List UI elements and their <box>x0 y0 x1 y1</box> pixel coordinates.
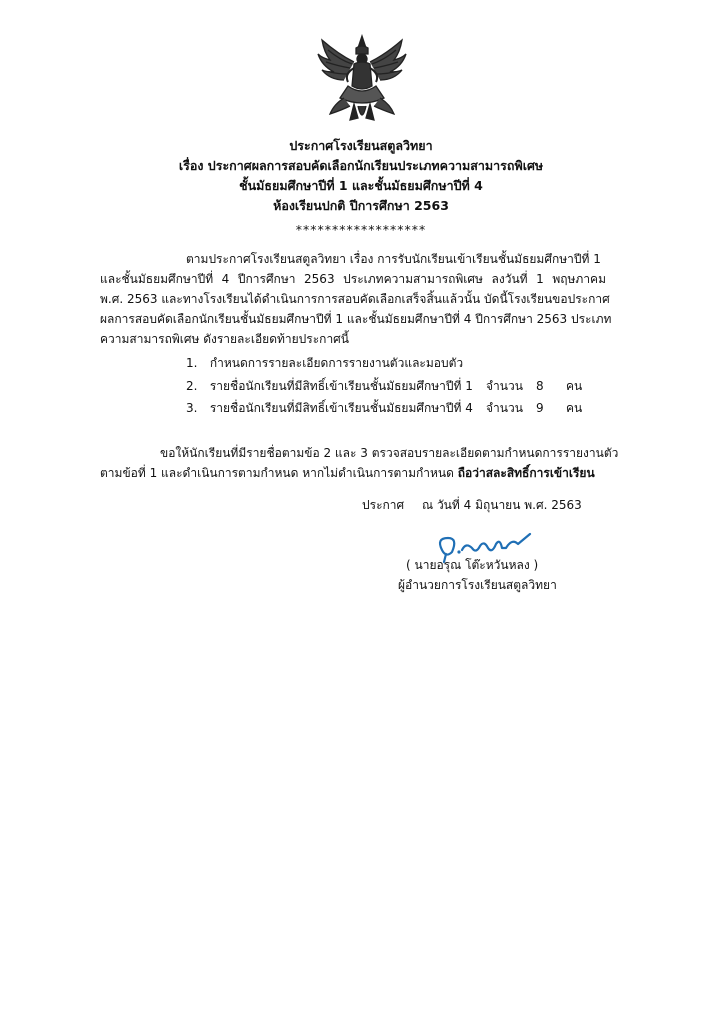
paragraph-line: ความสามารถพิเศษ ดังรายละเอียดท้ายประกาศนี้ <box>100 332 349 346</box>
list-item <box>186 377 473 395</box>
list-unit: คน <box>566 379 583 393</box>
separator-stars: ****************** <box>295 222 427 237</box>
list-count: 8 <box>536 379 544 393</box>
paragraph-line: ขอให้นักเรียนที่มีรายชื่อตามข้อ 2 และ 3 ตรวจสอบรายละเอียดตามกำหนดการรายงานตัว <box>160 446 619 460</box>
announcement-year: ห้องเรียนปกติ ปีการศึกษา 2563 <box>273 198 449 213</box>
paragraph-line <box>100 464 595 482</box>
signatory-position: ผู้อำนวยการโรงเรียนสตูลวิทยา <box>398 578 557 592</box>
list-text: รายชื่อนักเรียนที่มีสิทธิ์เข้าเรียนชั้นมัธยมศึกษาปีที่ 1 <box>209 379 473 393</box>
list-count-label: จำนวน <box>486 401 523 415</box>
list-count-label: จำนวน <box>486 379 523 393</box>
paragraph-line: พ.ศ. 2563 และทางโรงเรียนได้ดำเนินการการสอบคัดเลือกเสร็จสิ้นแล้วนั้น บัดนี้โรงเรียนขอประกาศ <box>100 292 610 306</box>
list-text: กำหนดการรายละเอียดการรายงานตัวและมอบตัว <box>209 356 464 370</box>
list-number: 3. <box>186 401 198 415</box>
signatory-name: ( นายอรุณ โต๊ะหวันหลง ) <box>406 558 539 572</box>
forfeit-warning: ถือว่าสละสิทธิ์การเข้าเรียน <box>457 466 595 480</box>
paragraph-line: และชั้นมัธยมศึกษาปีที่ 4 ปีการศึกษา 2563 ประเภทความสามารถพิเศษ ลงวันที่ 1 พฤษภาคม <box>100 272 606 286</box>
paragraph-text: ตามข้อที่ 1 และดำเนินการตามกำหนด หากไม่ดำเนินการตามกำหนด <box>100 466 454 480</box>
list-text: รายชื่อนักเรียนที่มีสิทธิ์เข้าเรียนชั้นมัธยมศึกษาปีที่ 4 <box>209 401 473 415</box>
list-item <box>186 399 473 417</box>
announcement-title: ประกาศโรงเรียนสตูลวิทยา <box>289 138 433 153</box>
list-number: 2. <box>186 379 198 393</box>
list-count: 9 <box>536 401 544 415</box>
announce-label: ประกาศ <box>362 498 405 512</box>
announcement-grades: ชั้นมัธยมศึกษาปีที่ 1 และชั้นมัธยมศึกษาปีที่ 4 <box>239 178 483 193</box>
list-number: 1. <box>186 356 198 370</box>
announce-date: ณ วันที่ 4 มิถุนายน พ.ศ. 2563 <box>422 498 582 512</box>
paragraph-line: ตามประกาศโรงเรียนสตูลวิทยา เรื่อง การรับนักเรียนเข้าเรียนชั้นมัธยมศึกษาปีที่ 1 <box>186 252 601 266</box>
garuda-emblem-icon <box>314 34 410 126</box>
paragraph-line: ผลการสอบคัดเลือกนักเรียนชั้นมัธยมศึกษาปีที่ 1 และชั้นมัธยมศึกษาปีที่ 4 ปีการศึกษา 2563 ประเภท <box>100 312 612 326</box>
list-item <box>186 354 463 372</box>
announcement-subject: เรื่อง ประกาศผลการสอบคัดเลือกนักเรียนประเภทความสามารถพิเศษ <box>178 158 544 173</box>
list-unit: คน <box>566 401 583 415</box>
